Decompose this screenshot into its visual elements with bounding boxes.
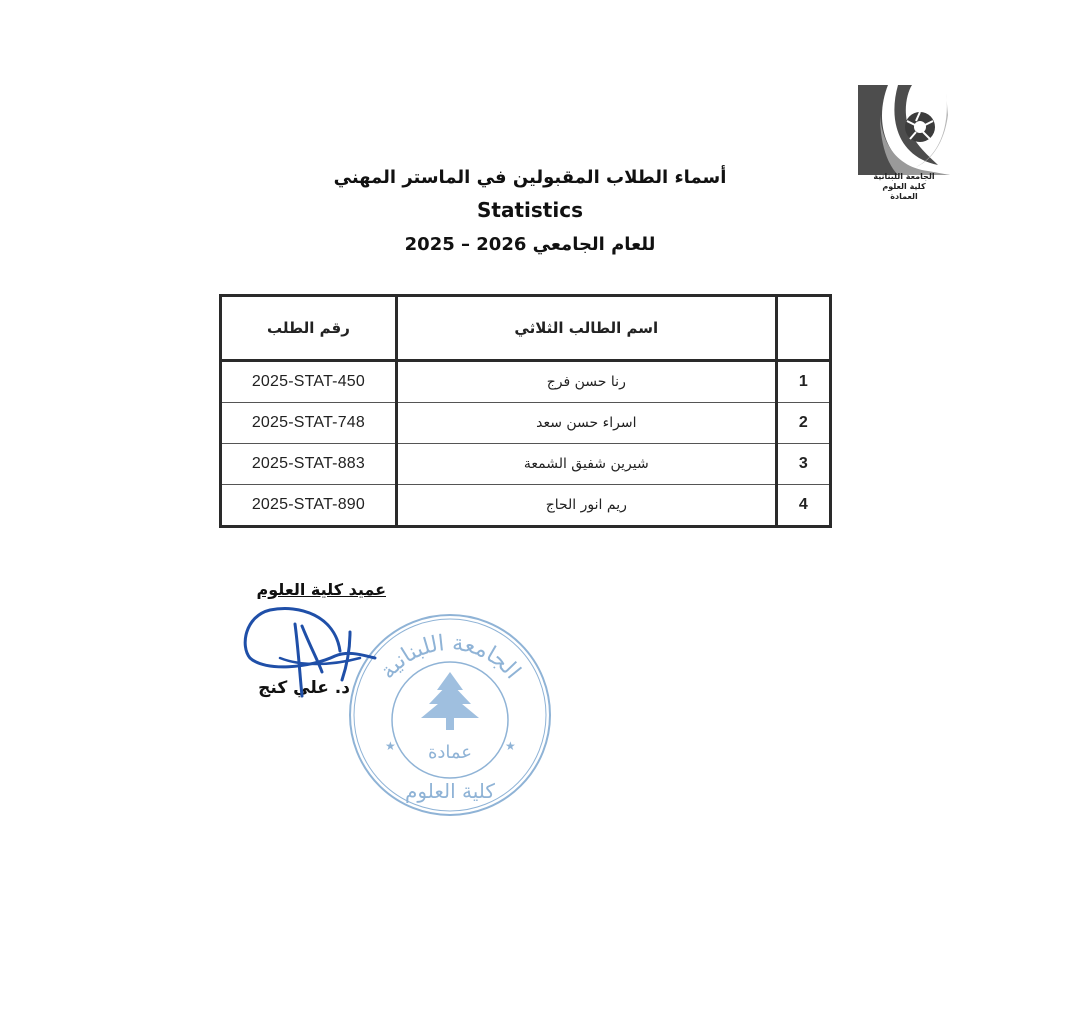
cedar-icon [421, 672, 479, 730]
title-year-prefix: للعام الجامعي [532, 234, 656, 255]
logo-caption-line: العمادة [890, 192, 918, 201]
logo-caption-line: كلية العلوم [882, 182, 926, 191]
cell-index: 4 [776, 485, 830, 527]
table-header-row [221, 296, 831, 361]
cell-student-name: شيرين شفيق الشمعة [396, 444, 776, 485]
cell-student-name: ريم انور الحاج [396, 485, 776, 527]
cell-request-number: 2025-STAT-748 [221, 403, 397, 444]
dean-title-text: عميد كلية العلوم [256, 580, 386, 599]
cell-request-number: 2025-STAT-890 [221, 485, 397, 527]
stamp-middle-text: عمادة [427, 742, 473, 763]
cell-student-name: رنا حسن فرج [396, 361, 776, 403]
star-icon: ★ [385, 739, 396, 753]
title-arabic: أسماء الطلاب المقبولين في الماستر المهني [333, 167, 727, 188]
title-year-range: 2025 – 2026 [404, 234, 527, 255]
university-logo [858, 85, 950, 175]
dean-name: د. علي كنج [258, 678, 350, 698]
table-row [221, 485, 831, 527]
cell-request-number: 2025-STAT-883 [221, 444, 397, 485]
students-table [219, 294, 832, 528]
logo-caption-line: الجامعة اللبنانية [873, 172, 935, 181]
cell-index: 3 [776, 444, 830, 485]
table-row [221, 361, 831, 403]
cell-index: 2 [776, 403, 830, 444]
stamp-bottom-text: كلية العلوم [405, 779, 495, 803]
stamp-ring-text: الجامعة اللبنانية [375, 630, 526, 685]
header-index [776, 296, 830, 361]
cell-index: 1 [776, 361, 830, 403]
cell-student-name: اسراء حسن سعد [396, 403, 776, 444]
table-row [221, 444, 831, 485]
cell-request-number: 2025-STAT-450 [221, 361, 397, 403]
table-row [221, 403, 831, 444]
document-title [300, 160, 760, 262]
title-academic-year [300, 228, 760, 262]
title-program: Statistics [477, 198, 583, 222]
star-icon: ★ [505, 739, 516, 753]
logo-caption [842, 172, 966, 202]
header-request-number: رقم الطلب [221, 296, 397, 361]
handwritten-signature [240, 596, 400, 706]
header-student-name: اسم الطالب الثلاثي [396, 296, 776, 361]
